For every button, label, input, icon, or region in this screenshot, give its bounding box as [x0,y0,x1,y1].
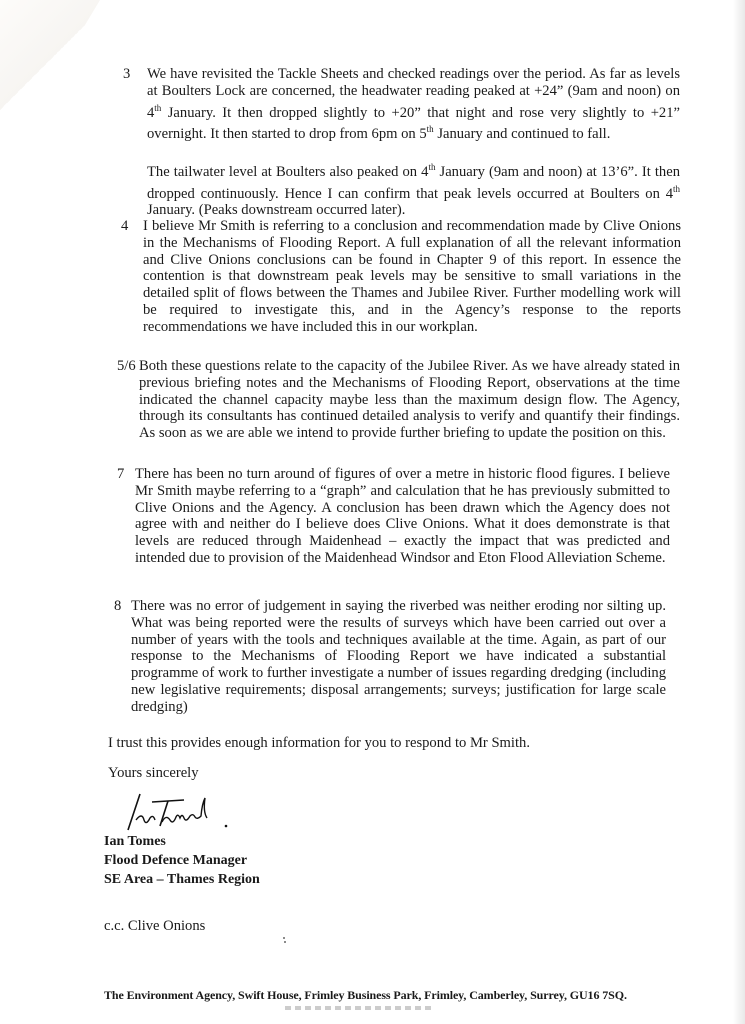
signatory-title: Flood Defence Manager [104,853,248,868]
paragraph-text: I believe Mr Smith is referring to a conclusion and recommendation made by Clive Onions in the Mechanisms of Flooding Report. A full explanation of all the relevant information and Clive Onions conclusions can be found in Chapter 9 of this report. In essence the contention is that downstream peak levels may be sensitive to small variations in the detailed split of flows between the Thames and Jubilee River. Further modelling work will be required to investigate this, and in the Agency’s response to the reports recommendations we have included this in our workplan. [143,218,681,335]
numbered-paragraph-4 [121,218,681,336]
paragraph-text: Both these questions relate to the capacity of the Jubilee River. As we have already stated in previous briefing notes and the Mechanisms of Flooding Report, observations at the time indicated the channel capacity maybe less than the maximum design flow. The Agency, through its consultants has continued detailed analysis to verify and quantify their findings. As soon as we are able we intend to provide further briefing to update the position on this. [139,358,680,442]
numbered-paragraph-3 [123,66,680,219]
paragraph-text: The tailwater level at Boulters also peaked on 4th January (9am and noon) at 13’6”. It then dropped continuously. Hence I can confirm that peak levels occurred at Boulters on 4th January. (Peaks downstream occurred later). [147,161,681,219]
paragraph-number: 7 [117,466,125,482]
closing-sentence: I trust this provides enough information for you to respond to Mr Smith. [108,735,530,751]
folded-corner [0,0,100,120]
paragraph-text: We have revisited the Tackle Sheets and checked readings over the period. As far as levels at Boulters Lock are concerned, the headwater reading peaked at +24” (9am and noon) on 4th January. It then dropped slightly to +20” that night and rose very slightly to +21” overnight. It then started to drop from 6pm on 5th January and continued to fall. [147,66,680,143]
scan-speck [283,937,285,939]
signatory-department: SE Area – Thames Region [104,872,260,887]
paragraph-text: There has been no turn around of figures of over a metre in historic flood figures. I believe Mr Smith maybe referring to a “graph” and calculation that he has previously submitted to Clive Onions and the Agency. A conclusion has been drawn which the Agency does not agree with and neither do I believe does Clive Onions. What it does demonstrate is that levels are reduced through Maidenhead – exactly the impact that was predicted and intended due to provision of the Maidenhead Windsor and Eton Flood Alleviation Scheme. [135,466,670,566]
paragraph-number: 8 [114,598,122,614]
paragraph-number: 3 [123,66,131,82]
paragraph-number: 5/6 [117,358,136,374]
handwritten-signature [122,790,242,835]
footer-address: The Environment Agency, Swift House, Frimley Business Park, Frimley, Camberley, Surrey, GU16 7SQ. [104,988,627,1002]
sign-off: Yours sincerely [108,765,199,781]
page-edge-shadow [733,0,745,1024]
numbered-paragraph-7 [117,466,670,567]
scan-speck [284,941,286,943]
numbered-paragraph-8 [114,598,666,716]
paragraph-number: 4 [121,218,129,234]
footer-cut-off-contact-line [285,1006,435,1010]
carbon-copy-line: c.c. Clive Onions [104,918,206,934]
numbered-paragraph-5-6 [117,358,680,442]
signature-block [104,832,260,889]
paragraph-text: There was no error of judgement in saying the riverbed was neither eroding nor silting up. What was being reported were the results of surveys which have been carried out over a number of years with the tools and techniques available at the time. Again, as part of our response to the Mechanisms of Flooding Report we have indicated a substantial programme of work to further investigate a number of issues regarding dredging (including new legislative requirements; disposal arrangements; surveys; justification for large scale dredging) [131,598,666,715]
signatory-name: Ian Tomes [104,834,166,849]
